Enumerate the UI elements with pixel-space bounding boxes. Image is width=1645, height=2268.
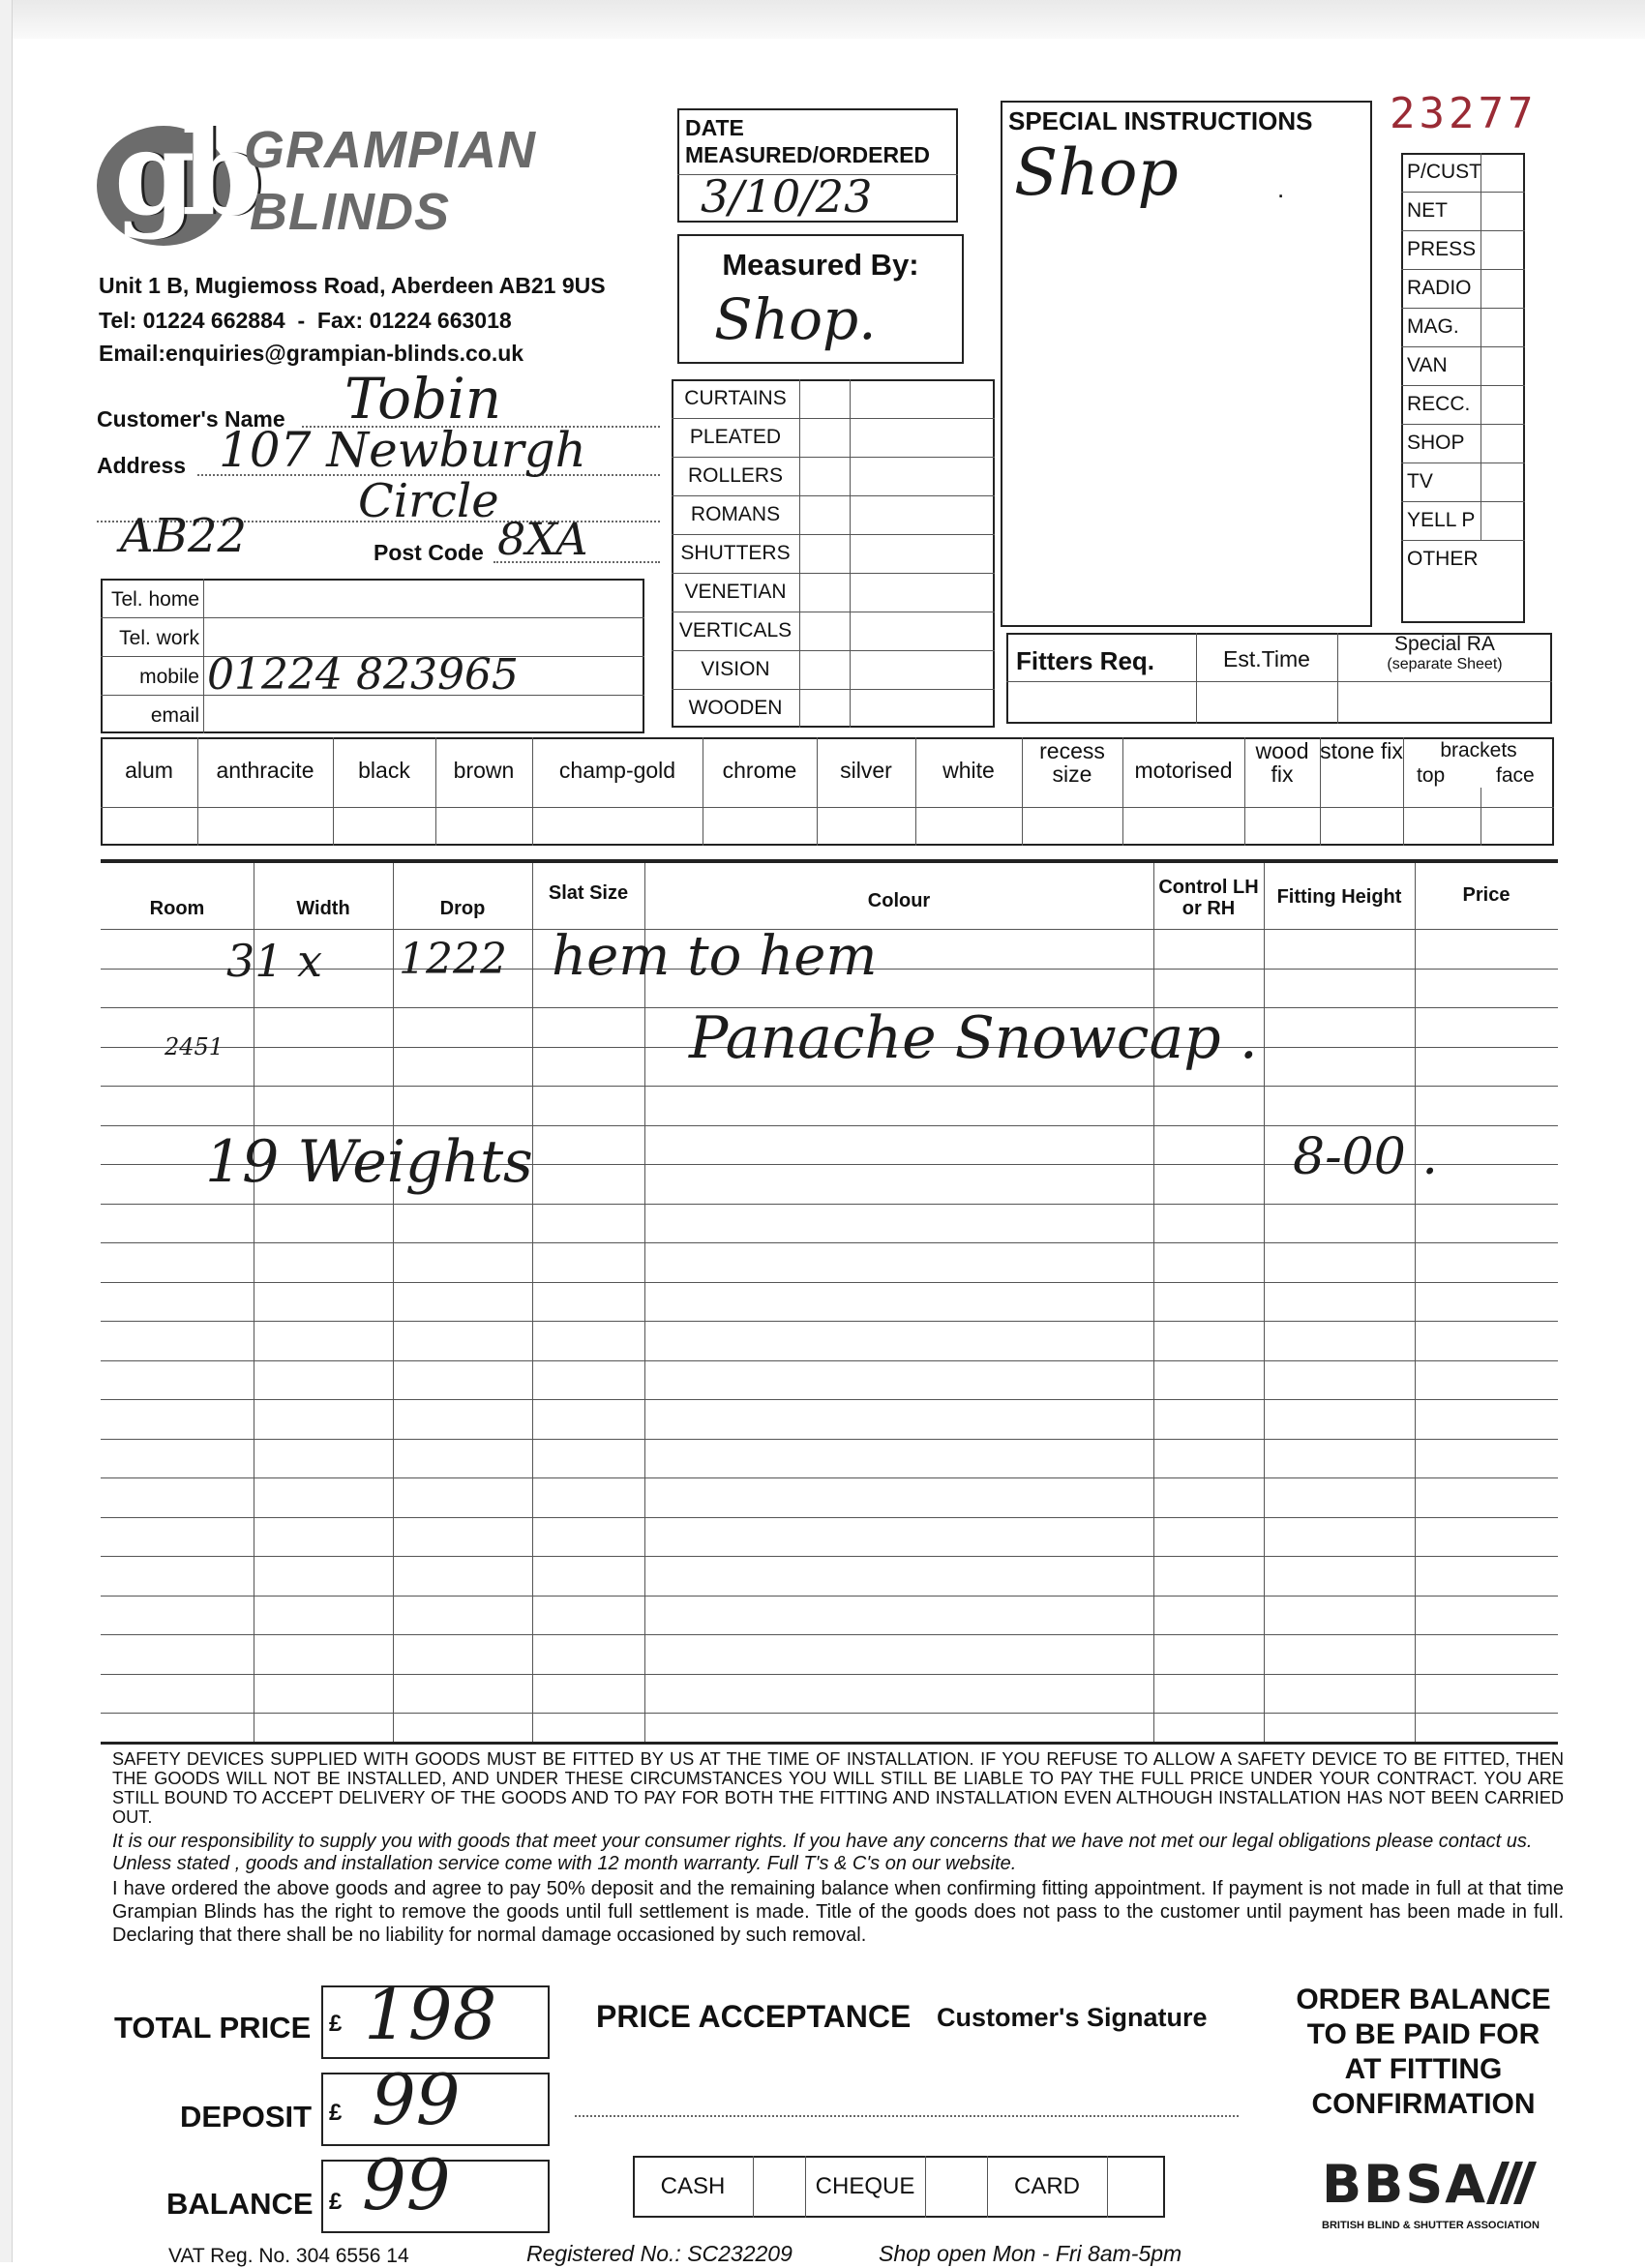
- footer-vat: VAT Reg. No. 304 6556 14: [168, 2245, 409, 2267]
- address-line2-value: Circle: [358, 474, 499, 528]
- address-line3-value: AB22: [120, 509, 248, 563]
- order-table-header: Control LH or RH: [1158, 877, 1259, 919]
- order-table-row-line: [101, 1713, 1558, 1714]
- source-item-label: OTHER: [1407, 548, 1479, 570]
- special-instructions-label: SPECIAL INSTRUCTIONS: [1008, 106, 1313, 135]
- order-table-row-line: [101, 1086, 1558, 1087]
- order-table-row-line: [101, 1517, 1558, 1518]
- source-row-line: [1401, 540, 1525, 541]
- balance-label: BALANCE: [166, 2187, 314, 2221]
- address-label: Address: [97, 453, 187, 478]
- payment-method-divider: [1107, 2156, 1108, 2218]
- finish-option-label: chrome: [722, 758, 797, 783]
- order-table-row-line: [101, 1282, 1558, 1283]
- payment-method-divider: [925, 2156, 926, 2218]
- product-type-label: PLEATED: [689, 426, 782, 448]
- entry-colour-2: Panache Snowcap .: [689, 1004, 1258, 1072]
- product-types-divider-1: [799, 379, 800, 728]
- finish-option-divider: [1320, 737, 1321, 846]
- order-table-column-line: [393, 863, 394, 1742]
- product-type-row-line: [672, 495, 995, 496]
- footer-registered: Registered No.: SC232209: [526, 2241, 793, 2266]
- brackets-face-label: face: [1496, 764, 1535, 787]
- order-balance-line-4: CONFIRMATION: [1311, 2088, 1536, 2120]
- footer-hours: Shop open Mon - Fri 8am-5pm: [879, 2241, 1182, 2266]
- product-type-row-line: [672, 457, 995, 458]
- order-table-header: Room: [149, 898, 205, 919]
- payment-method-divider: [987, 2156, 988, 2218]
- order-table-row-line: [101, 1242, 1558, 1243]
- mobile-label: mobile: [139, 666, 199, 688]
- finish-option-label: champ-gold: [558, 758, 676, 783]
- order-balance-line-2: TO BE PAID FOR: [1306, 2018, 1540, 2050]
- source-row-line: [1401, 385, 1525, 386]
- company-phone-fax: Tel: 01224 662884 - Fax: 01224 663018: [99, 308, 512, 333]
- page-top-edge: [0, 0, 1645, 39]
- finish-option-divider: [1022, 737, 1023, 846]
- order-table-header: Colour: [867, 890, 931, 911]
- product-type-label: VENETIAN: [684, 581, 787, 603]
- product-types-divider-2: [850, 379, 851, 728]
- source-row-line: [1401, 346, 1525, 347]
- order-table-top-rule: [101, 859, 1558, 863]
- product-type-label: VERTICALS: [678, 619, 793, 642]
- finish-option-label: brown: [453, 758, 515, 783]
- finish-option-label: black: [358, 758, 410, 783]
- finish-option-label: wood fix: [1255, 738, 1309, 787]
- company-logo: [97, 105, 250, 257]
- order-table-header: Price: [1462, 884, 1510, 906]
- payment-method-label: CASH: [660, 2173, 726, 2199]
- payment-method-label: CHEQUE: [815, 2173, 915, 2199]
- total-currency: £: [329, 2011, 343, 2037]
- terms-safety: SAFETY DEVICES SUPPLIED WITH GOODS MUST BE FITTED BY US AT THE TIME OF INSTALLATION. IF YOU REFUSE TO ALLOW A SAFETY DEVICE TO BE FITTED, THEN THE GOODS WILL NOT BE INSTALLED, AND UNDER THESE CIRCUMSTANCES YOU WILL STILL BE LIABLE TO PAY THE FULL PRICE UNDER YOUR CONTRACT. YOU ARE STILL BOUND TO ACCEPT DELIVERY OF THE GOODS AND TO PAY FOR BOTH THE FITTING AND INSTALLATION EVEN ALTHOUGH INSTALLATION HAS NOT BEEN CARRIED OUT.: [112, 1749, 1564, 1827]
- finish-option-divider: [1244, 737, 1245, 846]
- product-type-label: ROLLERS: [687, 464, 784, 487]
- finish-option-divider: [1122, 737, 1123, 846]
- finish-option-label: recess size: [1039, 738, 1105, 787]
- measured-by-value: Shop.: [714, 286, 877, 352]
- tel-work-label: Tel. work: [119, 627, 199, 649]
- balance-currency: £: [329, 2189, 343, 2215]
- source-item-label: RECC.: [1407, 393, 1471, 415]
- order-table-row-line: [101, 1596, 1558, 1597]
- total-price-value: 198: [364, 1974, 497, 2055]
- company-name-2: BLINDS: [250, 183, 450, 241]
- order-table-header: Width: [296, 898, 350, 919]
- entry-note-3: 19 Weights: [205, 1128, 533, 1196]
- deposit-label: DEPOSIT: [180, 2100, 313, 2134]
- order-table-row-line: [101, 1477, 1558, 1478]
- page-left-edge: [0, 0, 13, 2262]
- order-table-row-line: [101, 1399, 1558, 1400]
- order-table-column-line: [1415, 863, 1416, 1742]
- special-ra-label: Special RA: [1394, 633, 1495, 655]
- tel-home-label: Tel. home: [110, 588, 199, 611]
- source-row-line: [1401, 230, 1525, 231]
- company-name-1: GRAMPIAN: [244, 121, 536, 179]
- source-row-line: [1401, 192, 1525, 193]
- finish-option-divider: [435, 737, 436, 846]
- product-type-row-line: [672, 534, 995, 535]
- address-line1-value: 107 Newburgh: [219, 422, 586, 478]
- entry-fitting-3: 8-00 .: [1293, 1128, 1438, 1186]
- date-value: 3/10/23: [701, 170, 873, 223]
- source-row-line: [1401, 269, 1525, 270]
- source-item-label: NET: [1407, 199, 1448, 222]
- company-email: Email:enquiries@grampian-blinds.co.uk: [99, 341, 524, 366]
- source-item-label: TV: [1407, 470, 1433, 492]
- bbsa-logo: BBSA: [1322, 2154, 1488, 2215]
- order-table-column-line: [644, 863, 645, 1742]
- finish-option-label: alum: [125, 758, 173, 783]
- source-row-line: [1401, 501, 1525, 502]
- finish-option-label: white: [942, 758, 995, 783]
- order-table-row-line: [101, 1634, 1558, 1635]
- finish-options-row: [101, 807, 1554, 808]
- order-table-bottom-rule: [101, 1742, 1558, 1745]
- brackets-top-label: top: [1417, 764, 1446, 787]
- terms-rights: It is our responsibility to supply you with goods that meet your consumer rights. If you have any concerns that we have not met our legal obligations please contact us. Unless stated , goods and installation service come with 12 month warranty. Full T's & C's on our website.: [112, 1831, 1533, 1874]
- product-type-row-line: [672, 689, 995, 690]
- price-acceptance-title: PRICE ACCEPTANCE: [596, 1999, 912, 2034]
- finish-option-divider: [197, 737, 198, 846]
- order-balance-line-3: AT FITTING: [1344, 2053, 1503, 2085]
- order-table-column-line: [1153, 863, 1154, 1742]
- date-label: DATE MEASURED/ORDERED: [685, 115, 931, 167]
- entry-width-1: 31 x: [226, 935, 323, 987]
- finish-option-label: stone fix: [1320, 738, 1403, 763]
- payment-method-label: CARD: [1013, 2173, 1080, 2199]
- product-type-label: CURTAINS: [684, 387, 787, 409]
- product-type-label: VISION: [701, 658, 770, 680]
- finish-option-divider: [333, 737, 334, 846]
- order-table-header: Fitting Height: [1276, 886, 1402, 908]
- finish-option-label: anthracite: [216, 758, 314, 783]
- deposit-value: 99: [372, 2059, 461, 2140]
- total-price-label: TOTAL PRICE: [114, 2011, 312, 2044]
- postcode-label: Post Code: [374, 540, 484, 565]
- finish-option-divider: [817, 737, 818, 846]
- order-table-header: Slat Size: [548, 882, 629, 904]
- finish-option-label: motorised: [1134, 758, 1233, 783]
- order-balance-line-1: ORDER BALANCE: [1296, 1984, 1551, 2015]
- logo-letters: gb: [114, 105, 250, 242]
- order-table-row-line: [101, 1439, 1558, 1440]
- order-table-row-line: [101, 1204, 1558, 1205]
- source-row-line: [1401, 308, 1525, 309]
- est-time-label: Est.Time: [1223, 646, 1310, 671]
- product-type-label: WOODEN: [688, 697, 783, 719]
- product-type-row-line: [672, 650, 995, 651]
- phones-row-1: [101, 617, 644, 618]
- order-table-header: Drop: [439, 898, 486, 919]
- entry-colour-1: hem to hem: [552, 925, 878, 988]
- source-item-label: MAG.: [1407, 315, 1459, 338]
- company-address: Unit 1 B, Mugiemoss Road, Aberdeen AB21 9US: [99, 273, 606, 298]
- brackets-label: brackets: [1440, 739, 1517, 761]
- signature-line[interactable]: [575, 2115, 1239, 2117]
- mobile-value: 01224 823965: [207, 650, 519, 700]
- source-row-line: [1401, 424, 1525, 425]
- finish-option-label: silver: [840, 758, 892, 783]
- special-instructions-dot: .: [1277, 174, 1285, 203]
- fitters-row: [1006, 681, 1552, 682]
- email-label: email: [150, 704, 199, 727]
- balance-value: 99: [362, 2144, 451, 2225]
- order-table-column-line: [1264, 863, 1265, 1742]
- bbsa-stripes-icon: [1490, 2162, 1542, 2204]
- product-type-label: ROMANS: [690, 503, 781, 525]
- order-table-row-line: [101, 1556, 1558, 1557]
- deposit-currency: £: [329, 2100, 343, 2126]
- source-item-label: YELL P: [1407, 509, 1476, 531]
- order-table-row-line: [101, 1674, 1558, 1675]
- serial-number: 23277: [1390, 89, 1538, 138]
- bbsa-tagline: BRITISH BLIND & SHUTTER ASSOCIATION: [1322, 2220, 1540, 2231]
- fitters-req-label: Fitters Req.: [1016, 646, 1155, 675]
- product-type-row-line: [672, 418, 995, 419]
- source-item-label: SHOP: [1407, 432, 1465, 454]
- source-item-label: P/CUST: [1407, 161, 1482, 183]
- entry-drop-1: 1222: [399, 935, 507, 984]
- brackets-divider: [1480, 788, 1481, 846]
- order-table-row-line: [101, 1125, 1558, 1126]
- order-table-row-line: [101, 1321, 1558, 1322]
- special-instructions-value: Shop: [1014, 135, 1179, 210]
- entry-room-2: 2451: [164, 1033, 224, 1060]
- price-acceptance-subtitle: Customer's Signature: [937, 2003, 1208, 2032]
- special-ra-sub: (separate Sheet): [1387, 656, 1503, 672]
- payment-method-divider: [753, 2156, 754, 2218]
- order-table-column-line: [532, 863, 533, 1742]
- customer-name-label: Customer's Name: [97, 406, 285, 432]
- terms-deposit: I have ordered the above goods and agree to pay 50% deposit and the remaining balance when confirming fitting appointment. If payment is not made in full at that time Grampian Blinds has the right to remove the goods until full settlement is made. Title of the goods does not pass to the customer until payment has been made in full. Declaring that there shall be no liability for normal damage occasioned by such removal.: [112, 1878, 1564, 1946]
- product-type-label: SHUTTERS: [680, 542, 791, 564]
- postcode-value: 8XA: [497, 513, 588, 565]
- source-item-label: RADIO: [1407, 277, 1472, 299]
- customer-name-value: Tobin: [344, 366, 502, 432]
- payment-method-divider: [805, 2156, 806, 2218]
- product-type-row-line: [672, 573, 995, 574]
- measured-by-label: Measured By:: [722, 248, 919, 282]
- order-table-row-line: [101, 1360, 1558, 1361]
- finish-option-divider: [915, 737, 916, 846]
- source-item-label: VAN: [1407, 354, 1448, 376]
- source-item-label: PRESS: [1407, 238, 1477, 260]
- finish-option-divider: [532, 737, 533, 846]
